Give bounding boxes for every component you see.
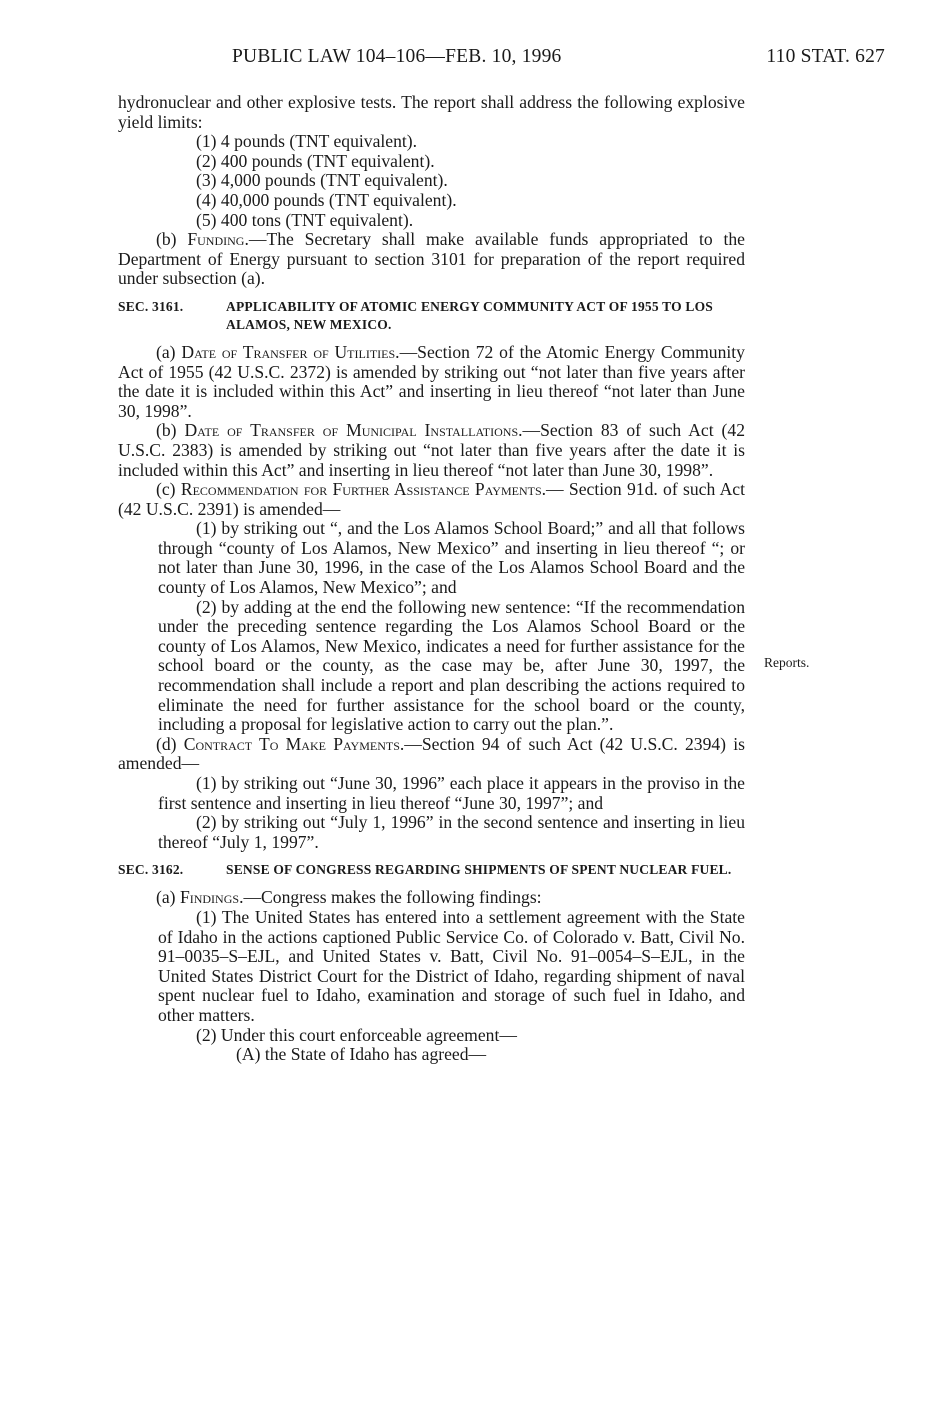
section-number: SEC. 3161. [118, 298, 184, 314]
subsection-caption: Funding [187, 229, 245, 250]
subsection-d [118, 735, 745, 774]
subsection-marker: (d) [156, 733, 184, 754]
subsection-b [118, 421, 745, 480]
margin-note-reports: Reports. [764, 655, 810, 670]
paragraph-item: (2) Under this court enforceable agreement— [196, 1024, 517, 1045]
section-heading-3162 [118, 861, 745, 879]
subsection-text: .—Section 83 of such Act (42 U.S.C. 2383) is amended by striking out “not later than five years after the date it is included within this Act” and inserting in lieu thereof “not later than June 30, 1998”. [118, 420, 745, 480]
subsection-caption: Date of Transfer of Utilities [181, 341, 396, 362]
paragraph-item: (1) The United States has entered into a settlement agreement with the State of Idaho in the actions captioned Public Service Co. of Colorado v. Batt, Civil No. 91–0035–S–EJL, and United States v. Batt, Civil No. 91–0054–S–EJL, in the United States District Court for the District of Idaho, regarding shipment of naval spent nuclear fuel to Idaho, examination and storage of such fuel in Idaho, and other matters. [158, 906, 745, 1025]
list-item: (4) 40,000 pounds (TNT equivalent). [196, 189, 457, 210]
subparagraph-item: (A) the State of Idaho has agreed— [236, 1044, 487, 1065]
subsection-text: .— Section 91d. of such Act (42 U.S.C. 2391) is amended— [118, 479, 745, 519]
section-heading-3161 [118, 298, 745, 334]
subsection-caption: Recommendation for Further Assistance Payments [180, 479, 542, 500]
list-item: (3) 4,000 pounds (TNT equivalent). [196, 170, 448, 191]
document-body [118, 93, 745, 1065]
subsection-a-findings [118, 888, 745, 908]
section-title: APPLICABILITY OF ATOMIC ENERGY COMMUNITY ACT OF 1955 TO LOS ALAMOS, NEW MEXICO. [226, 298, 713, 332]
paragraph-item: (2) by striking out “July 1, 1996” in the second sentence and inserting in lieu thereof “July 1, 1997”. [158, 812, 745, 852]
yield-limits-list [118, 132, 745, 230]
list-item: (5) 400 tons (TNT equivalent). [196, 209, 414, 230]
section-title: SENSE OF CONGRESS REGARDING SHIPMENTS OF SPENT NUCLEAR FUEL. [226, 862, 732, 878]
subsection-a [118, 343, 745, 421]
paragraph-item: (1) by striking out “June 30, 1996” each place it appears in the proviso in the first sentence and inserting in lieu thereof “June 30, 1997”; and [158, 773, 745, 813]
subsection-text: .—Section 72 of the Atomic Energy Community Act of 1955 (42 U.S.C. 2372) is amended by striking out “not later than five years after the date it is included within this Act” and inserting in lieu thereof “not later than June 30, 1998”. [118, 341, 745, 421]
page-header-stat: 110 STAT. 627 [766, 46, 885, 67]
subsection-marker: (a) [156, 341, 182, 362]
list-item: (2) 400 pounds (TNT equivalent). [196, 150, 435, 171]
page-header-title: PUBLIC LAW 104–106—FEB. 10, 1996 [232, 46, 562, 67]
running-head [232, 46, 885, 72]
subsection-marker: (b) [156, 420, 185, 441]
subsection-c [118, 480, 745, 519]
subsection-text: .—Section 94 of such Act (42 U.S.C. 2394) is amended— [118, 733, 745, 774]
funding-paragraph [118, 230, 745, 289]
subsection-marker: (b) [156, 229, 188, 250]
list-item: (1) 4 pounds (TNT equivalent). [196, 131, 418, 152]
subsection-caption: Date of Transfer of Municipal Installations [184, 420, 519, 441]
subsection-text: .—The Secretary shall make available funds appropriated to the Department of Energy pursuant to section 3101 for preparation of the report required under subsection (a). [118, 229, 745, 289]
subsection-text: .—Congress makes the following findings: [239, 887, 542, 908]
subsection-marker: (c) [156, 479, 181, 500]
subsection-caption: Findings [179, 887, 240, 908]
paragraph-item: (1) by striking out “, and the Los Alamos School Board;” and all that follows through “county of Los Alamos, New Mexico” and inserting in lieu thereof “; or not later than June 30, 1996, in the case of the Los Alamos School Board and the county of Los Alamos, New Mexico”; and [158, 518, 745, 598]
section-number: SEC. 3162. [118, 862, 184, 878]
subsection-marker: (a) [156, 887, 180, 908]
subsection-caption: Contract To Make Payments [183, 733, 400, 754]
paragraph-item: (2) by adding at the end the following new sentence: “If the recommendation under the preceding sentence regarding the Los Alamos School Board or the county of Los Alamos, New Mexico, indicates a need for further assistance for the school board or the county, as the case may be, after June 30, 1997, the recommendation shall include a report and plan describing the actions required to eliminate the need for further assistance for the school board or the county, including a proposal for legislative action to carry out the plan.”. [158, 596, 745, 735]
continuation-paragraph: hydronuclear and other explosive tests. The report shall address the following explosive yield limits: [118, 92, 745, 132]
